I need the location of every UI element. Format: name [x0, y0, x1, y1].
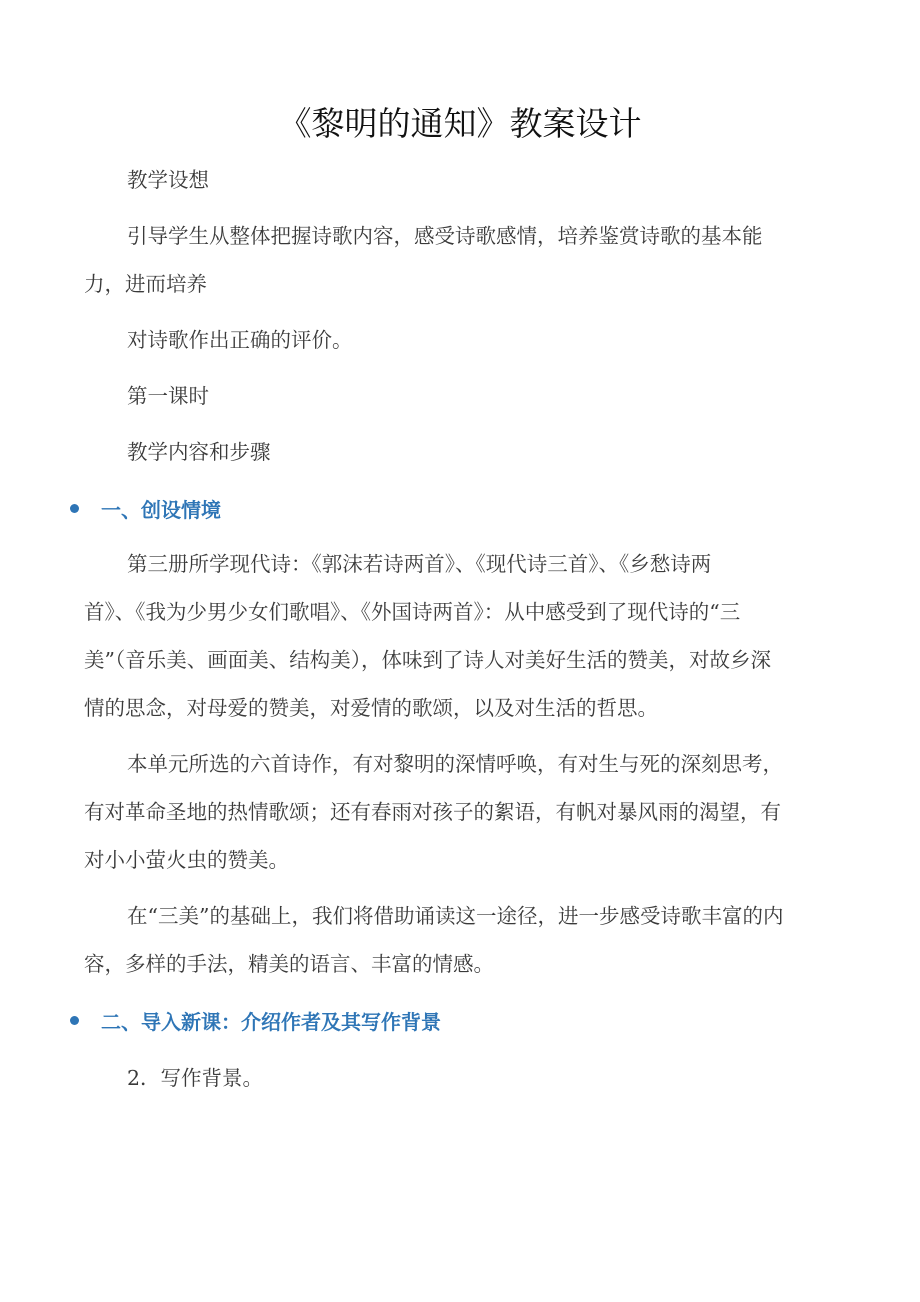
paragraph-teaching-idea	[84, 156, 834, 204]
paragraph-first-lesson	[84, 372, 834, 420]
bullet-dot-icon	[70, 504, 79, 513]
paragraph-three-beauties	[84, 892, 834, 988]
text-line: 力，进而培养	[84, 272, 207, 296]
text-line: 教学设想	[127, 168, 209, 192]
section-heading-1	[70, 492, 830, 524]
paragraph-writing-background	[84, 1054, 834, 1102]
paragraph-guidance	[84, 212, 834, 308]
bullet-dot-icon	[70, 1016, 79, 1025]
section-heading-2	[70, 1004, 830, 1036]
paragraph-modern-poems	[84, 540, 834, 732]
text-line: 2．写作背景。	[127, 1066, 264, 1090]
paragraph-evaluation	[84, 316, 834, 364]
section-heading-text: 一、创设情境	[101, 497, 221, 522]
text-line: 对诗歌作出正确的评价。	[127, 328, 353, 352]
paragraph-content-steps	[84, 428, 834, 476]
section-heading-text: 二、导入新课：介绍作者及其写作背景	[101, 1009, 441, 1034]
text-line: 第一课时	[127, 384, 209, 408]
text-line: 在“三美”的基础上，我们将借助诵读这一途径，进一步感受诗歌丰富的内	[127, 904, 784, 928]
text-line: 对小小萤火虫的赞美。	[84, 848, 289, 872]
text-line: 首》、《我为少男少女们歌唱》、《外国诗两首》：从中感受到了现代诗的“三	[84, 600, 741, 624]
text-line: 本单元所选的六首诗作，有对黎明的深情呼唤，有对生与死的深刻思考，	[127, 752, 783, 776]
paragraph-unit-poems	[84, 740, 834, 884]
text-line: 有对革命圣地的热情歌颂；还有春雨对孩子的絮语，有帆对暴风雨的渴望，有	[84, 800, 781, 824]
document-title: 《黎明的通知》教案设计	[278, 104, 642, 143]
text-line: 容，多样的手法，精美的语言、丰富的情感。	[84, 952, 494, 976]
text-line: 教学内容和步骤	[127, 440, 271, 464]
text-line: 美”（音乐美、画面美、结构美），体味到了诗人对美好生活的赞美，对故乡深	[84, 648, 771, 672]
text-line: 第三册所学现代诗：《郭沫若诗两首》、《现代诗三首》、《乡愁诗两	[127, 552, 712, 576]
text-line: 情的思念，对母爱的赞美，对爱情的歌颂，以及对生活的哲思。	[84, 696, 658, 720]
text-line: 引导学生从整体把握诗歌内容，感受诗歌感情，培养鉴赏诗歌的基本能	[127, 224, 763, 248]
